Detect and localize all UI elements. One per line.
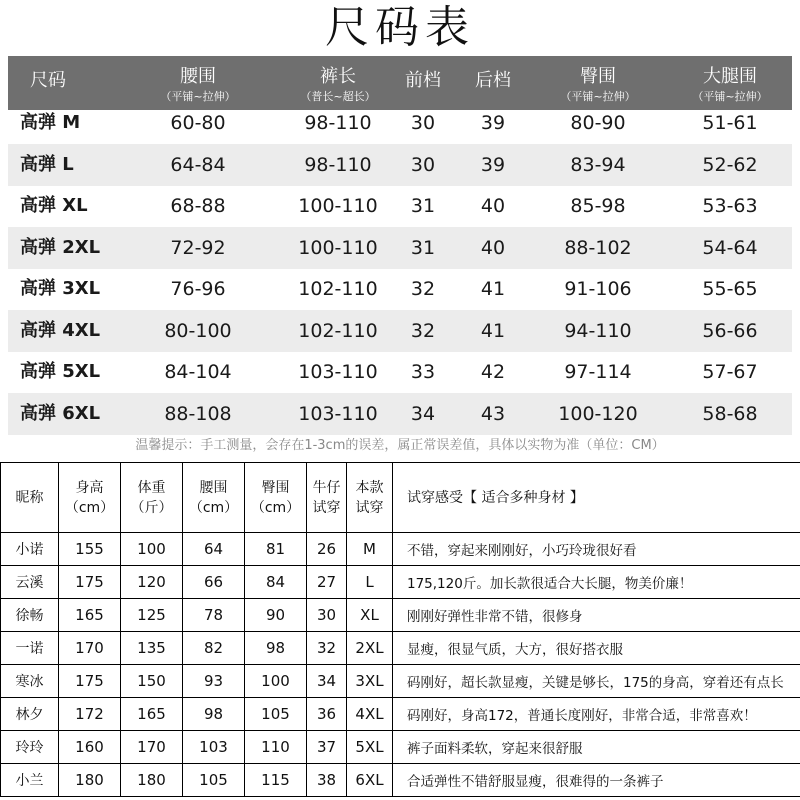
tryon-feedback: 合适弹性不错舒服显瘦，很难得的一条裤子 (393, 764, 800, 797)
hip-value: 94-110 (564, 319, 632, 342)
tryon-header-weight: 体重 （斤） (121, 463, 183, 533)
hip-value: 91-106 (564, 278, 632, 300)
tryon-waist: 78 (183, 599, 245, 632)
length-value: 103-110 (298, 361, 378, 383)
tryon-this-style-size: 2XL (347, 632, 393, 665)
length-value: 102-110 (298, 278, 378, 300)
tryon-nickname: 小兰 (1, 764, 59, 797)
length-value: 100-110 (298, 236, 378, 259)
tryon-this-style-size: XL (347, 599, 393, 632)
tryon-row (1, 665, 800, 698)
header-thigh: 大腿围 （平铺~拉伸） (692, 66, 768, 103)
tryon-waist: 103 (183, 731, 245, 764)
tryon-row (1, 599, 800, 632)
thigh-value: 55-65 (702, 278, 758, 300)
tryon-row (1, 533, 800, 566)
tryon-row (1, 566, 800, 599)
tryon-feedback: 码刚好，超长款显瘦，关键是够长，175的身高，穿着还有点长 (393, 665, 800, 698)
tryon-height: 165 (59, 599, 121, 632)
length-value: 103-110 (298, 402, 378, 425)
back-rise-value: 39 (480, 153, 506, 176)
hip-value: 80-90 (570, 112, 626, 134)
hip-value: 100-120 (558, 402, 638, 425)
back-rise-value: 40 (480, 236, 506, 259)
tryon-feedback: 显瘦，很显气质，大方，很好搭衣服 (393, 632, 800, 665)
hip-value: 85-98 (570, 195, 626, 217)
tryon-weight: 170 (121, 731, 183, 764)
front-rise-value: 31 (410, 236, 436, 259)
size-row (8, 227, 792, 269)
length-value: 98-110 (304, 153, 372, 176)
tryon-row (1, 731, 800, 764)
tryon-height: 172 (59, 698, 121, 731)
tryon-this-style-size: 5XL (347, 731, 393, 764)
length-value: 98-110 (304, 112, 372, 134)
tryon-waist: 93 (183, 665, 245, 698)
tryon-jeans-size: 26 (307, 533, 347, 566)
size-row (8, 144, 792, 186)
tryon-this-style-size: M (347, 533, 393, 566)
waist-value: 88-108 (164, 402, 232, 425)
size-name: 高弹 4XL (20, 319, 101, 341)
front-rise-value: 32 (410, 278, 436, 300)
tryon-header-hip: 臀围 （cm） (245, 463, 307, 533)
tryon-hip: 100 (245, 665, 307, 698)
size-name: 高弹 L (20, 153, 74, 175)
size-row (8, 393, 792, 435)
waist-value: 80-100 (164, 319, 232, 342)
tryon-waist: 98 (183, 698, 245, 731)
tryon-this-style-size: 6XL (347, 764, 393, 797)
waist-value: 64-84 (170, 153, 226, 176)
thigh-value: 53-63 (702, 195, 758, 217)
header-length: 裤长 （普长~超长） (300, 66, 376, 103)
thigh-value: 54-64 (702, 236, 758, 259)
tryon-weight: 150 (121, 665, 183, 698)
measurement-note: 温馨提示：手工测量，会存在1-3cm的误差，属正常误差值，具体以实物为准（单位：CM） (135, 438, 665, 453)
tryon-table (0, 462, 800, 797)
tryon-hip: 84 (245, 566, 307, 599)
front-rise-value: 32 (410, 319, 436, 342)
front-rise-value: 34 (410, 402, 436, 425)
tryon-nickname: 云溪 (1, 566, 59, 599)
tryon-header-feedback: 试穿感受【 适合多种身材 】 (393, 463, 800, 533)
tryon-nickname: 玲玲 (1, 731, 59, 764)
tryon-header-height: 身高 （cm） (59, 463, 121, 533)
tryon-waist: 105 (183, 764, 245, 797)
tryon-feedback: 裤子面料柔软，穿起来很舒服 (393, 731, 800, 764)
tryon-jeans-size: 38 (307, 764, 347, 797)
size-name: 高弹 M (20, 112, 81, 133)
tryon-row (1, 764, 800, 797)
waist-value: 76-96 (170, 278, 226, 300)
size-name: 高弹 6XL (20, 402, 101, 424)
page-title: 尺码表 (325, 2, 475, 53)
back-rise-value: 41 (480, 319, 506, 342)
tryon-jeans-size: 32 (307, 632, 347, 665)
tryon-jeans-size: 37 (307, 731, 347, 764)
tryon-hip: 115 (245, 764, 307, 797)
tryon-this-style-size: 4XL (347, 698, 393, 731)
header-waist: 腰围 （平铺~拉伸） (160, 66, 236, 103)
tryon-row (1, 632, 800, 665)
tryon-header-row (1, 463, 800, 533)
tryon-nickname: 林夕 (1, 698, 59, 731)
length-value: 102-110 (298, 319, 378, 342)
tryon-this-style-size: L (347, 566, 393, 599)
front-rise-value: 31 (410, 195, 436, 217)
tryon-jeans-size: 27 (307, 566, 347, 599)
front-rise-value: 30 (410, 153, 436, 176)
tryon-feedback: 码刚好，身高172，普通长度刚好，非常合适，非常喜欢！ (393, 698, 800, 731)
header-front-rise: 前档 (405, 70, 441, 91)
tryon-weight: 165 (121, 698, 183, 731)
tryon-hip: 81 (245, 533, 307, 566)
tryon-nickname: 徐畅 (1, 599, 59, 632)
thigh-value: 51-61 (702, 112, 758, 134)
tryon-jeans-size: 36 (307, 698, 347, 731)
size-row (8, 351, 792, 393)
size-row (8, 268, 792, 310)
tryon-height: 155 (59, 533, 121, 566)
hip-value: 83-94 (570, 153, 626, 176)
tryon-header-this-style: 本款 试穿 (347, 463, 393, 533)
size-name: 高弹 3XL (20, 278, 101, 299)
tryon-height: 160 (59, 731, 121, 764)
tryon-weight: 100 (121, 533, 183, 566)
size-name: 高弹 5XL (20, 361, 101, 382)
tryon-feedback: 175,120斤。加长款很适合大长腿，物美价廉！ (393, 566, 800, 599)
tryon-weight: 180 (121, 764, 183, 797)
tryon-height: 170 (59, 632, 121, 665)
tryon-feedback: 刚刚好弹性非常不错，很修身 (393, 599, 800, 632)
tryon-waist: 66 (183, 566, 245, 599)
waist-value: 68-88 (170, 195, 226, 217)
waist-value: 60-80 (170, 112, 226, 134)
thigh-value: 58-68 (702, 402, 758, 425)
size-row (8, 310, 792, 352)
tryon-waist: 64 (183, 533, 245, 566)
waist-value: 84-104 (164, 361, 232, 383)
tryon-hip: 110 (245, 731, 307, 764)
waist-value: 72-92 (170, 236, 226, 259)
front-rise-value: 33 (410, 361, 436, 383)
back-rise-value: 42 (480, 361, 506, 383)
size-name: 高弹 XL (20, 195, 88, 216)
tryon-nickname: 寒冰 (1, 665, 59, 698)
hip-value: 97-114 (564, 361, 632, 383)
tryon-hip: 90 (245, 599, 307, 632)
tryon-nickname: 一诺 (1, 632, 59, 665)
thigh-value: 57-67 (702, 361, 758, 383)
tryon-hip: 98 (245, 632, 307, 665)
tryon-height: 180 (59, 764, 121, 797)
tryon-header-jeans: 牛仔 试穿 (307, 463, 347, 533)
back-rise-value: 43 (480, 402, 506, 425)
tryon-weight: 125 (121, 599, 183, 632)
size-name: 高弹 2XL (20, 236, 101, 258)
back-rise-value: 39 (480, 112, 506, 134)
tryon-header-waist: 腰围 （cm） (183, 463, 245, 533)
thigh-value: 52-62 (702, 153, 758, 176)
tryon-jeans-size: 30 (307, 599, 347, 632)
size-row (8, 102, 792, 144)
tryon-weight: 120 (121, 566, 183, 599)
tryon-weight: 135 (121, 632, 183, 665)
back-rise-value: 40 (480, 195, 506, 217)
back-rise-value: 41 (480, 278, 506, 300)
tryon-height: 175 (59, 566, 121, 599)
tryon-hip: 105 (245, 698, 307, 731)
hip-value: 88-102 (564, 236, 632, 259)
tryon-jeans-size: 34 (307, 665, 347, 698)
tryon-row (1, 698, 800, 731)
thigh-value: 56-66 (702, 319, 758, 342)
header-back-rise: 后档 (475, 70, 511, 91)
tryon-nickname: 小诺 (1, 533, 59, 566)
tryon-feedback: 不错，穿起来刚刚好，小巧玲珑很好看 (393, 533, 800, 566)
header-size: 尺码 (30, 70, 66, 91)
size-row (8, 185, 792, 227)
front-rise-value: 30 (410, 112, 436, 134)
tryon-waist: 82 (183, 632, 245, 665)
header-hip: 臀围 （平铺~拉伸） (560, 66, 636, 103)
tryon-header-nickname: 昵称 (1, 463, 59, 533)
length-value: 100-110 (298, 195, 378, 217)
tryon-this-style-size: 3XL (347, 665, 393, 698)
tryon-height: 175 (59, 665, 121, 698)
